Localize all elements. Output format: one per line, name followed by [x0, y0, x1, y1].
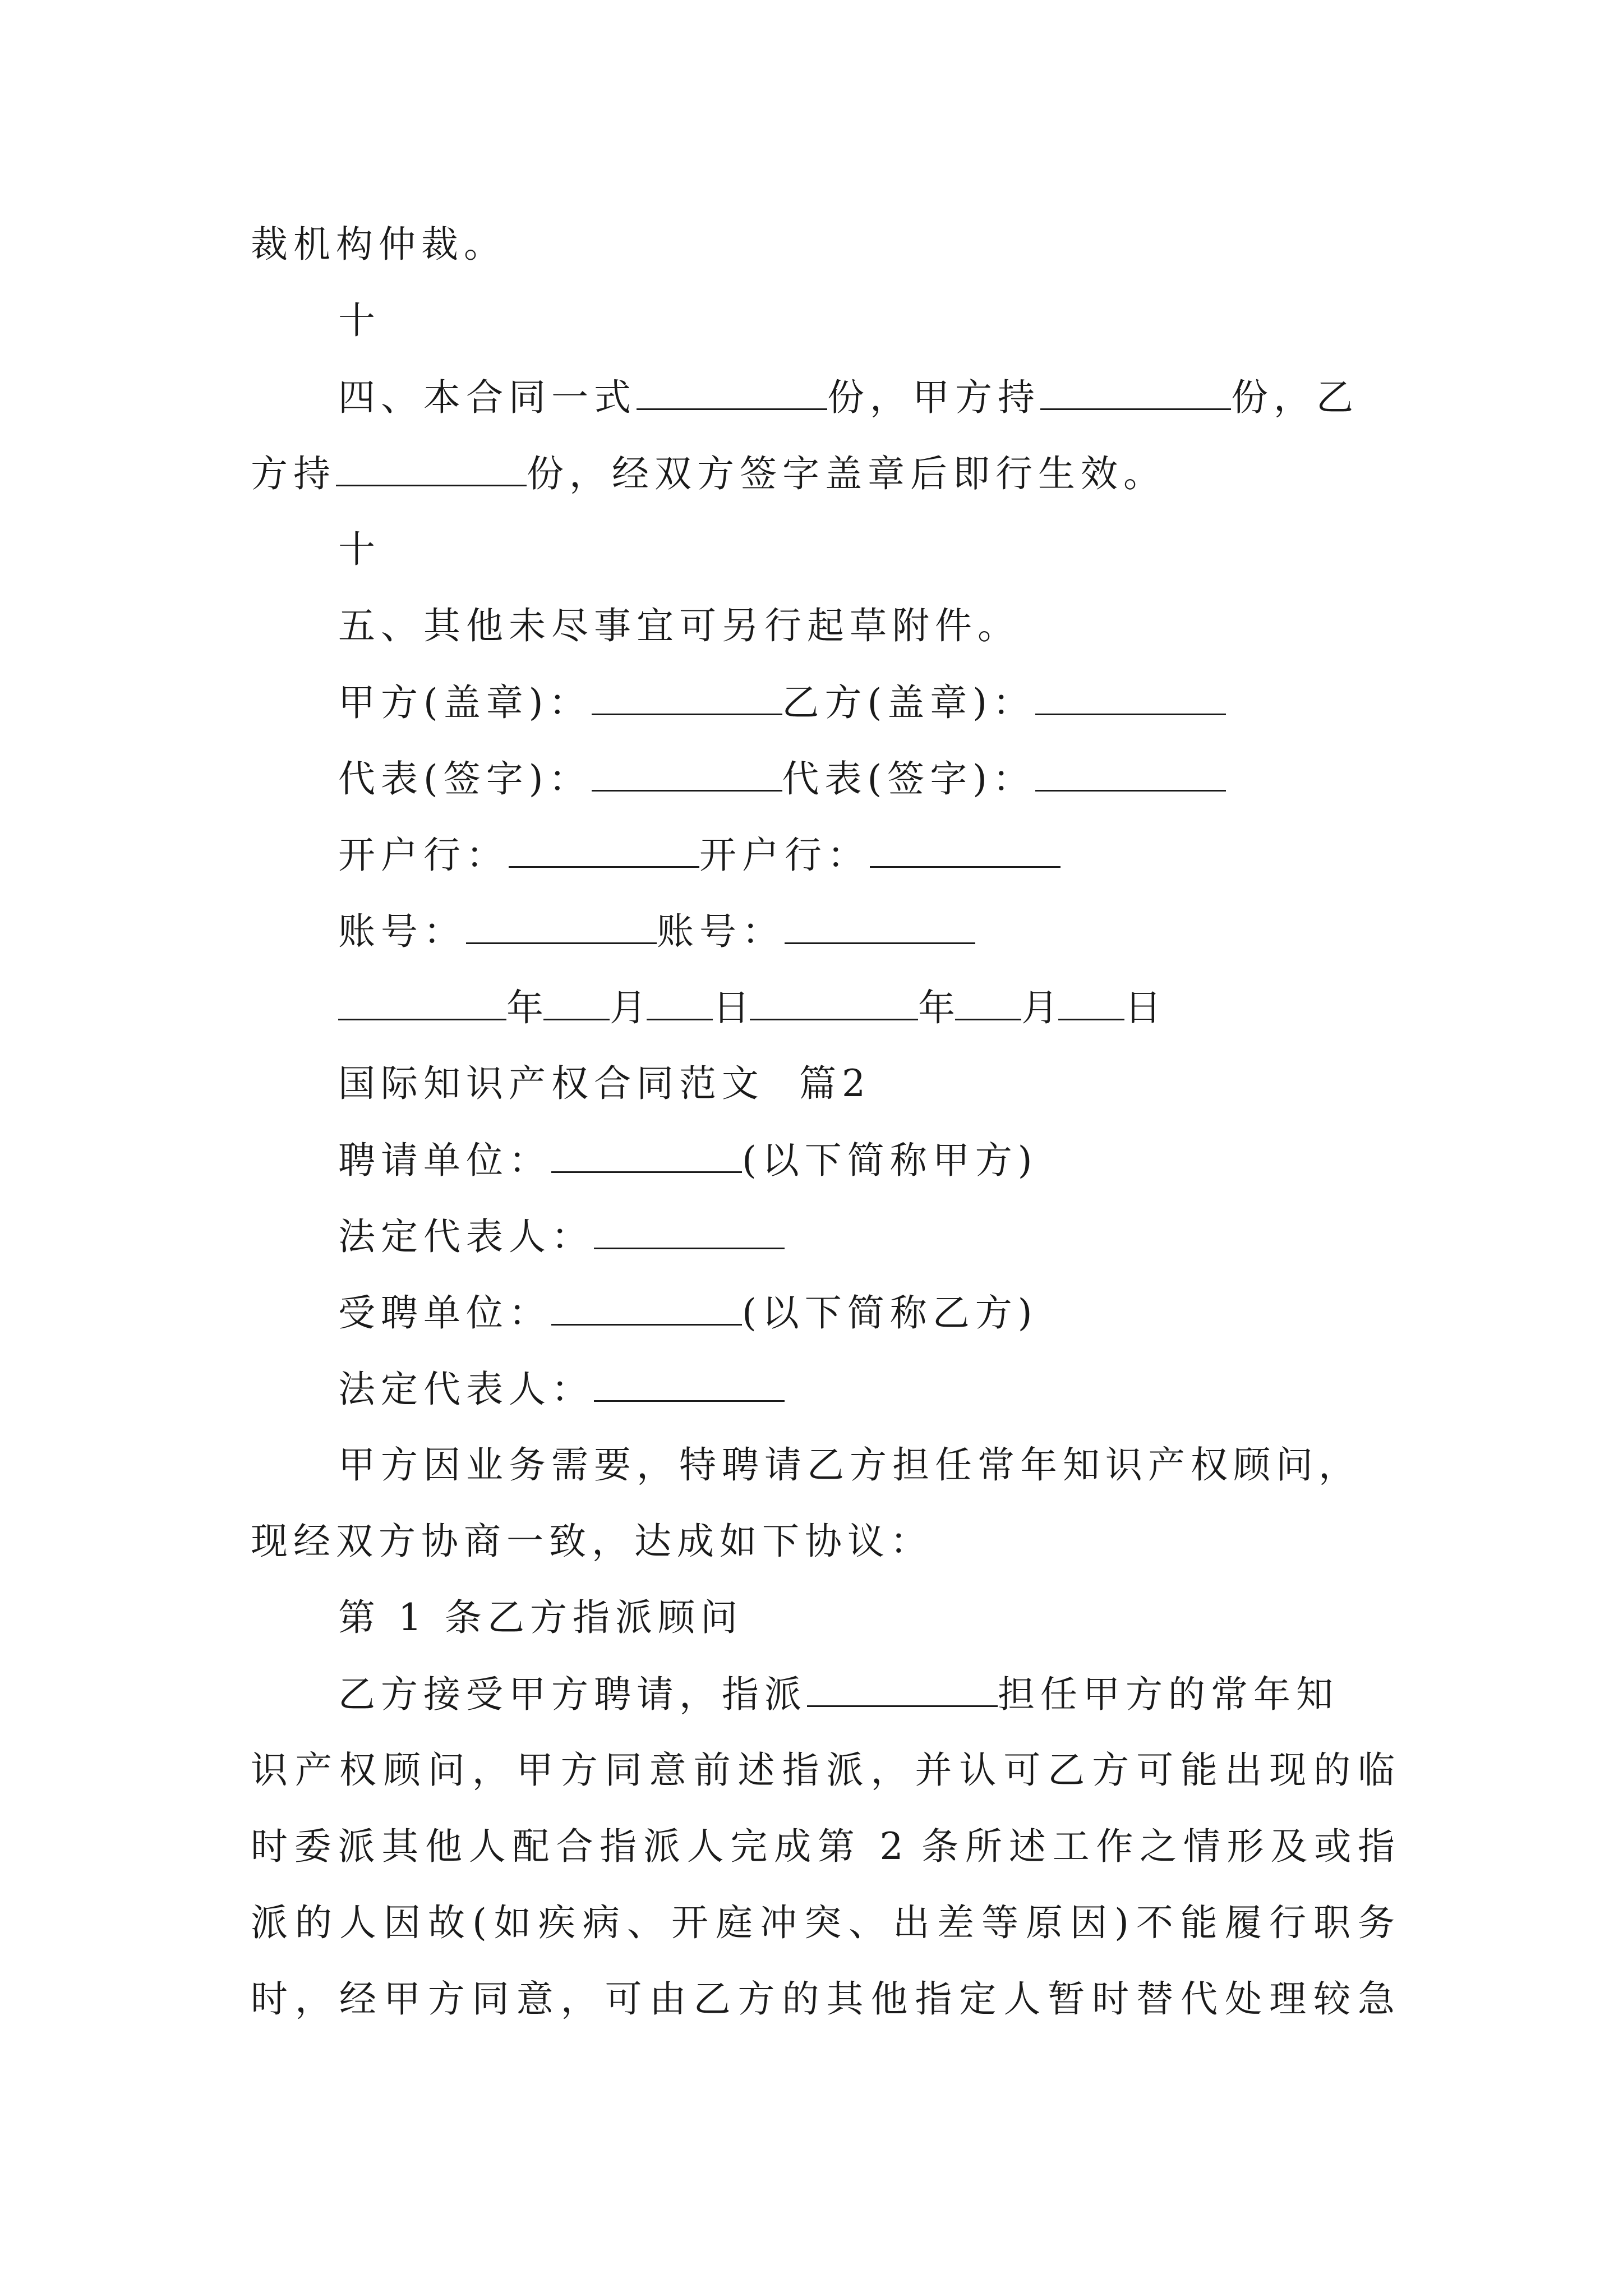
text-line: 方持 份，经双方签字盖章后即行生效。	[251, 452, 1166, 495]
blank-field	[955, 985, 1021, 1020]
blank-field	[1040, 375, 1231, 410]
blank-field	[647, 985, 713, 1020]
blank-field	[551, 1290, 742, 1326]
section-heading: 国际知识产权合同范文 篇2	[338, 1062, 871, 1105]
employee-row: 受聘单位： (以下简称乙方)	[338, 1291, 1038, 1335]
clause-fourteen: 四、本合同一式 份，甲方持 份，乙	[338, 376, 1359, 419]
blank-field	[807, 1672, 998, 1707]
date-row: 年 月 日 年 月 日	[338, 985, 1161, 1030]
paragraph-line: 时，经甲方同意，可由乙方的其他指定人暂时替代处理较急	[251, 1977, 1395, 2021]
blank-field	[785, 909, 975, 944]
blank-field	[750, 985, 918, 1020]
article-heading: 第 1 条乙方指派顾问	[338, 1596, 743, 1639]
employer-row: 聘请单位： (以下简称甲方)	[338, 1139, 1038, 1182]
blank-field	[592, 680, 782, 715]
blank-field	[1058, 985, 1124, 1020]
clause-fifteen: 五、其他未尽事宜可另行起草附件。	[338, 604, 1020, 647]
blank-field	[1035, 756, 1226, 792]
blank-field	[594, 1366, 785, 1402]
text-line: 十	[338, 528, 381, 571]
blank-field	[637, 375, 827, 410]
paragraph-line: 现经双方协商一致，达成如下协议：	[251, 1520, 933, 1563]
paragraph-line: 识产权顾问，甲方同意前述指派，并认可乙方可能出现的临	[251, 1749, 1395, 1792]
blank-field	[1035, 680, 1226, 715]
bank-row: 开户行： 开户行：	[338, 832, 1061, 878]
signature-seal-row: 甲方(盖章)： 乙方(盖章)：	[338, 680, 1226, 725]
text-line: 裁机构仲裁。	[251, 223, 506, 266]
paragraph-line: 时委派其他人配合指派人完成第 2 条所述工作之情形及或指	[251, 1825, 1395, 1868]
blank-field	[336, 451, 527, 486]
paragraph-line: 乙方接受甲方聘请，指派 担任甲方的常年知	[338, 1673, 1339, 1716]
blank-field	[466, 909, 657, 944]
blank-field	[594, 1214, 785, 1249]
blank-field	[592, 756, 782, 792]
legal-rep-row: 法定代表人：	[338, 1214, 785, 1259]
legal-rep-row: 法定代表人：	[338, 1366, 785, 1412]
paragraph-line: 派的人因故(如疾病、开庭冲突、出差等原因)不能履行职务	[251, 1901, 1395, 1944]
blank-field	[551, 1138, 742, 1173]
paragraph-line: 甲方因业务需要，特聘请乙方担任常年知识产权顾问，	[338, 1443, 1361, 1487]
blank-field	[338, 985, 506, 1020]
text-line: 十	[338, 299, 381, 342]
signature-rep-row: 代表(签字)： 代表(签字)：	[338, 756, 1226, 802]
blank-field	[870, 832, 1061, 868]
account-row: 账号： 账号：	[338, 909, 975, 954]
blank-field	[543, 985, 610, 1020]
blank-field	[509, 832, 699, 868]
